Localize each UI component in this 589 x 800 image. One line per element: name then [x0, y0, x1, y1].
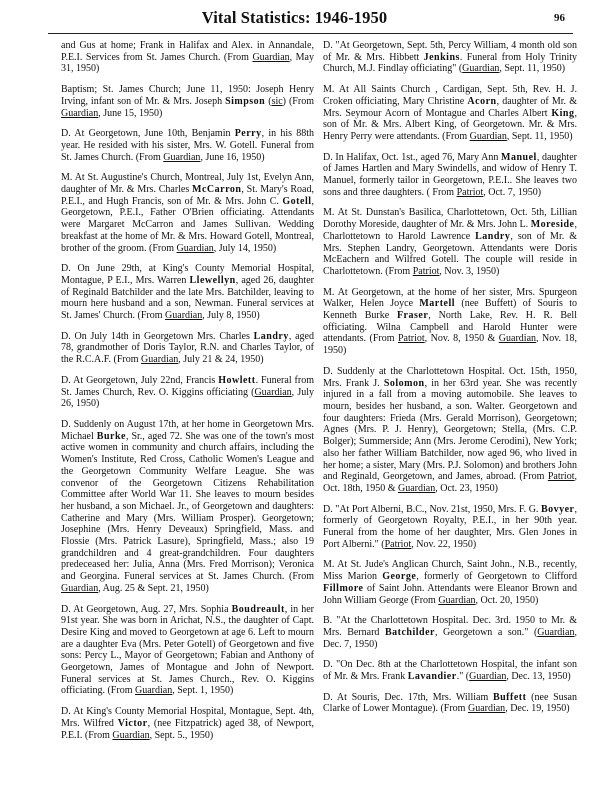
source-name: Patriot [547, 471, 575, 483]
entry-text: , daughter of James Hartlen and Mary Swindells, and widow of Henry T. Manuel, formerly tailor in Georgetown, P.E.I.. She leaves two sons and three daughters. ( From [323, 151, 577, 198]
entry-text: of Saint John. Attendants were Eleanor Brown and John William George (From [323, 582, 577, 606]
source-name: Patriot [397, 333, 425, 345]
entry-text: and Gus at home; Frank in Halifax and Alex. in Annandale, P.E.I. Services from St. James Church. (From [61, 40, 314, 63]
entry-text: D. At Georgetown, June 10th, Benjamin [61, 128, 235, 140]
record-entry [61, 706, 314, 741]
record-entry [61, 128, 314, 163]
source-name: Guardian [141, 354, 179, 366]
entry-text: , July 8, 1950) [202, 310, 260, 322]
entry-text: , Aug. 25 & Sept. 21, 1950) [98, 582, 209, 594]
surname: Burke [96, 430, 126, 442]
entry-text: , North Lake, Rev. H. R. Bell officiating. Wilna Campbell and Harold Hunter were attendants. (From [323, 310, 577, 345]
entry-text: D. At Georgetown, July 22nd, Francis [61, 374, 219, 386]
entry-text: Baptism; St. James Church; June 11, 1950: Joseph Henry Irving, infant son of Mr. & Mrs. Joseph [61, 84, 314, 107]
entry-text: M. At Georgetown, at the home of her sister, Mrs. Spurgeon Walker, Helen Joyce [323, 286, 577, 310]
source-name: Guardian [537, 626, 575, 638]
record-entry [323, 207, 577, 277]
source-name: Guardian [469, 671, 507, 683]
entry-text: , Dec. 7, 1950) [323, 626, 577, 650]
surname: Fraser [396, 310, 429, 322]
entry-text: , Nov. 18, 1950) [323, 333, 578, 357]
surname: Landry [253, 330, 289, 342]
entry-text: , Sept. 5., 1950) [149, 729, 214, 741]
surname: McCarron [192, 184, 242, 196]
entry-text: , St. Mary's Road, P.E.I., and Hugh Francis, son of Mr. & Mrs. John C. [61, 184, 314, 207]
source-name: Guardian [254, 386, 292, 398]
record-entry [61, 263, 314, 322]
record-entry [61, 375, 314, 410]
entry-text: , formerly of Georgetown Royalty, P.E.I., in her 90th year. Funeral from the home of her daughter, Mrs. Glen Jones in Port Alberni." ( [323, 503, 577, 550]
header-rule [48, 33, 573, 34]
surname: Victor [117, 717, 148, 729]
entry-text: , Georgetown a son." ( [434, 626, 538, 638]
entry-text: D. "At Port Alberni, B.C., Nov. 21st, 1950, Mrs. F. G. [323, 503, 541, 515]
entry-text: , Dec. 13, 1950) [506, 671, 571, 683]
record-entry [323, 615, 577, 650]
entry-text: D. Suddenly at the Charlottetown Hospital. Oct. 15th, 1950, Mrs. Frank J. [323, 365, 577, 389]
source-name: Guardian [462, 63, 500, 75]
left-column [61, 40, 314, 750]
entry-text: M. At All Saints Church , Cardigan, Sept. 5th, Rev. H. J. Croken officiating, Mary Christine [323, 84, 577, 107]
source-name: Guardian [165, 310, 203, 322]
source-name: Guardian [498, 333, 537, 345]
source-name: Guardian [398, 482, 436, 494]
entry-text: , son of Mr. & Mrs. Albert King, of Georgetown. Mr. & Mrs. Henry Perry were attendants. (From [323, 107, 577, 142]
entry-text: . Funeral from Holy Trinity Church, M.J. Findlay officiating" ( [323, 51, 578, 75]
surname: Batchilder [384, 626, 435, 638]
surname: Fillmore [323, 582, 364, 594]
surname: Moreside [530, 219, 575, 231]
surname: King [551, 107, 575, 119]
surname: Lavandier [407, 671, 457, 683]
record-entry [323, 366, 577, 495]
record-entry [323, 559, 577, 606]
entry-text: , Georgetown, P.E.I., Father O'Brien officiating. Attendants were Margaret McCarron and James Sullivan. Wedding breakfast at the home of Mr. & Mrs. Howard Gotell, Montreal, brother of the groom. (From [61, 195, 314, 254]
entry-text: , in his 88th year. He resided with his sister, Mrs. W. Gotell. Funeral from St. James Church. (From [61, 128, 314, 163]
entry-text: , aged 26, daughter of Reginald Batchilder and the late Mrs. Batchilder, leaving to mourn here husband and a son, Newman. Funeral services at St. James' Church. (From [61, 274, 314, 322]
record-entry [323, 659, 577, 682]
entry-text: M. At St. Dunstan's Basilica, Charlottetown, Oct. 5th, Lillian Dorothy Moreside, daughter of Mr. & Mrs. John L. [323, 207, 577, 231]
source-name: Guardian [61, 107, 99, 119]
surname: Manuel [501, 151, 537, 163]
record-entry [323, 40, 577, 75]
source-name: Guardian [438, 594, 476, 606]
entry-text: D. Suddenly on August 17th, at her home in Georgetown Mrs. Michael [61, 418, 314, 442]
entry-text: ) (From [282, 95, 314, 107]
entry-text: , June 15, 1950) [98, 107, 163, 119]
entry-text: , daughter of Mr. & Mrs. Seymour Acorn of Montague and Charles Albert [323, 95, 578, 119]
right-column [323, 40, 577, 724]
entry-text: , formerly of Georgetown to Clifford [416, 571, 577, 583]
record-entry [61, 331, 314, 366]
source-name: Patriot [412, 265, 440, 277]
entry-text: , (nee Fitzpatrick) aged 38, of Newport, P.E.I. (From [61, 717, 314, 741]
entry-text: M. At St. Augustine's Church, Montreal, July 1st, Evelyn Ann, daughter of Mr. & Mrs. Charles [61, 172, 314, 196]
surname: Bovyer [540, 503, 575, 515]
surname: Buffett [492, 691, 527, 703]
entry-text: D. At Souris, Dec. 17th, Mrs. William [323, 691, 493, 703]
entry-text: M. At St. Jude's Anglican Church, Saint John., N.B., recently, Miss Marion [323, 559, 577, 583]
source-name: Guardian [467, 703, 506, 715]
record-entry [61, 84, 314, 119]
surname: George [382, 571, 417, 583]
entry-text: , Sr., aged 72. She was one of the town's most active women in community and church affairs, including the Women's Institute, Red Cross, Catholic Women's League and the Georgetown Community Welfare League. She was convenor of the Georgetown Citizens Rehabilitation Committee after World War 11. She leaves to mourn besides her husband, a son Michael. Jr., of Georgetown and daughters: Catherine and Mary (Mrs. William Prosper). Georgetown; Josephine (Mrs. Henry Deveaux) Springfield, Mass. and Flossie (Mrs. Patrick Lasure), Springfield, Mass.; also 19 grandchildren and 4 great-grandchildren. Four daughters predeceased her: Julia, Anna (Mrs. Fred Morrison); Veronica and Georgina. Funeral services at St. James Church. (From [61, 430, 314, 583]
surname: Llewellyn [189, 274, 236, 286]
record-entry [61, 604, 314, 698]
source-name: Guardian [112, 729, 150, 741]
entry-text: D. On July 14th in Georgetown Mrs. Charles [61, 330, 254, 342]
entry-text: D. At King's County Memorial Hospital, Montague, Sept. 4th, Mrs. Wilfred [61, 706, 314, 729]
entry-text: , July 14, 1950) [213, 242, 277, 254]
record-entry [323, 287, 577, 357]
surname: Martell [419, 298, 456, 310]
entry-text: , Oct. 18th, 1950 & [323, 471, 577, 494]
entry-text: , Nov. 8, 1950 & [424, 333, 499, 345]
entry-text: , Sept. 11, 1950) [499, 63, 566, 75]
entry-text: , May 31, 1950) [61, 51, 314, 75]
entry-text: , son of Mr. & Mrs. Stephen Landry, Georgetown. Attendants were Doris McEachern and Wilfred Gotell. The couple will reside in Charlottetown. (From [323, 230, 577, 277]
surname: Gotell [282, 195, 312, 207]
surname: Perry [234, 128, 262, 140]
record-entry [61, 40, 314, 75]
entry-text: , Oct. 23, 1950) [435, 482, 498, 494]
source-name: Guardian [252, 51, 290, 63]
entry-text: , in her 63rd year. She was recently injured in a fall from a moving automobile. She leaves to mourn, besides her husband, a son. Walter. Georgetown and four daughters: Frieda (Mrs. Gerald Morrison), Georgetown; Agnes (Mrs. P. J. Henry), Georgetown; Stella, (Mrs. C.P. Bolger); Summerside; Ann (Mrs. Jerome Cerodini), New York; also her father William Batchilder, now aged 96, who lived in her home; a sister, Mary (Mrs. P.J. Solomon) and brothers John and Reginald, Georgetown, and James, abroad. (From [323, 377, 577, 483]
source-name: Patriot [384, 538, 412, 550]
surname: Boudreault [231, 603, 285, 615]
source-name: Guardian [176, 242, 214, 254]
entry-text: , July 21 & 24, 1950) [178, 354, 264, 366]
entry-text: , July 26, 1950) [61, 386, 314, 410]
entry-text: D. In Halifax, Oct. 1st., aged 76, Mary Ann [323, 151, 502, 163]
entry-text: , Oct. 20, 1950) [475, 594, 539, 606]
entry-text: , Dec. 19, 1950) [505, 703, 570, 715]
entry-text: D. At Georgetown, Aug. 27, Mrs. Sophia [61, 603, 232, 615]
entry-text: , Oct. 7, 1950) [483, 186, 542, 198]
source-name: Guardian [469, 130, 507, 142]
entry-text: B. "At the Charlottetown Hospital. Dec. 3rd. 1950 to Mr. & Mrs. Bernard [323, 615, 577, 638]
surname: Landry [475, 230, 511, 242]
surname: Acorn [467, 95, 497, 107]
source-name: Guardian [134, 685, 173, 697]
record-entry [323, 84, 577, 143]
entry-text: (nee Buffett) of Souris to Kenneth Burke [323, 298, 577, 322]
record-entry [61, 419, 314, 595]
entry-text: . Funeral from St. James Church, Rev. O. Kiggins officiating ( [61, 374, 314, 398]
entry-text: ( [265, 95, 272, 107]
page-number: 96 [554, 12, 565, 24]
entry-text: , Nov. 3, 1950) [439, 265, 500, 277]
record-entry [323, 504, 577, 551]
entry-text: , Charlottetown to Harold Lawrence [323, 219, 577, 242]
entry-text: ." ( [456, 671, 470, 683]
source-name: Patriot [456, 186, 484, 198]
entry-text: , Nov. 22, 1950) [411, 538, 477, 550]
surname: Jenkins [423, 51, 460, 63]
surname: Howlett [218, 374, 256, 386]
entry-text: D. "On Dec. 8th at the Charlottetown Hospital, the infant son of Mr. & Mrs. Frank [323, 659, 577, 683]
page-header [0, 4, 589, 32]
record-entry [61, 172, 314, 254]
entry-text: , Sept. 1, 1950) [172, 685, 234, 697]
entry-text: D. "At Georgetown, Sept. 5th, Percy William, 4 month old son of Mr. & Mrs. Hibbett [323, 40, 577, 63]
surname: Simpson [225, 95, 266, 107]
page-title: Vital Statistics: 1946-1950 [201, 8, 388, 27]
surname: Solomon [383, 377, 425, 389]
entry-text: D. On June 29th, at King's County Memorial Hospital, Montague, P E.I., Mrs. Warren [61, 263, 314, 286]
source-name: sic [271, 95, 283, 107]
source-name: Guardian [163, 151, 201, 163]
record-entry [323, 152, 577, 199]
entry-text: (nee Susan Clarke of Lower Montague). (From [323, 691, 577, 715]
entry-text: , in her 91st year. She was born in Arichat, N.S., the daughter of Capt. Desire King and moved to Georgetown at age 6. Left to mourn are a daughter Eva (Mrs. Peter Gotell) of Georgetown and five sons: Percy L., Mayor of Georgetown; Fabian and Anthony of Georgetown, James of Montague and John of Newport. Funeral services at St. James Church., Rev. O. Kiggins officiating. (From [61, 603, 315, 697]
entry-text: , Sept. 11, 1950) [506, 130, 573, 142]
entry-text: , June 16, 1950) [200, 151, 265, 163]
source-name: Guardian [61, 582, 99, 594]
entry-text: , aged 78, grandmother of Doris Taylor, R.N. and Charles Taylor, of the R.C.A.F. (From [61, 330, 314, 366]
record-entry [323, 692, 577, 715]
